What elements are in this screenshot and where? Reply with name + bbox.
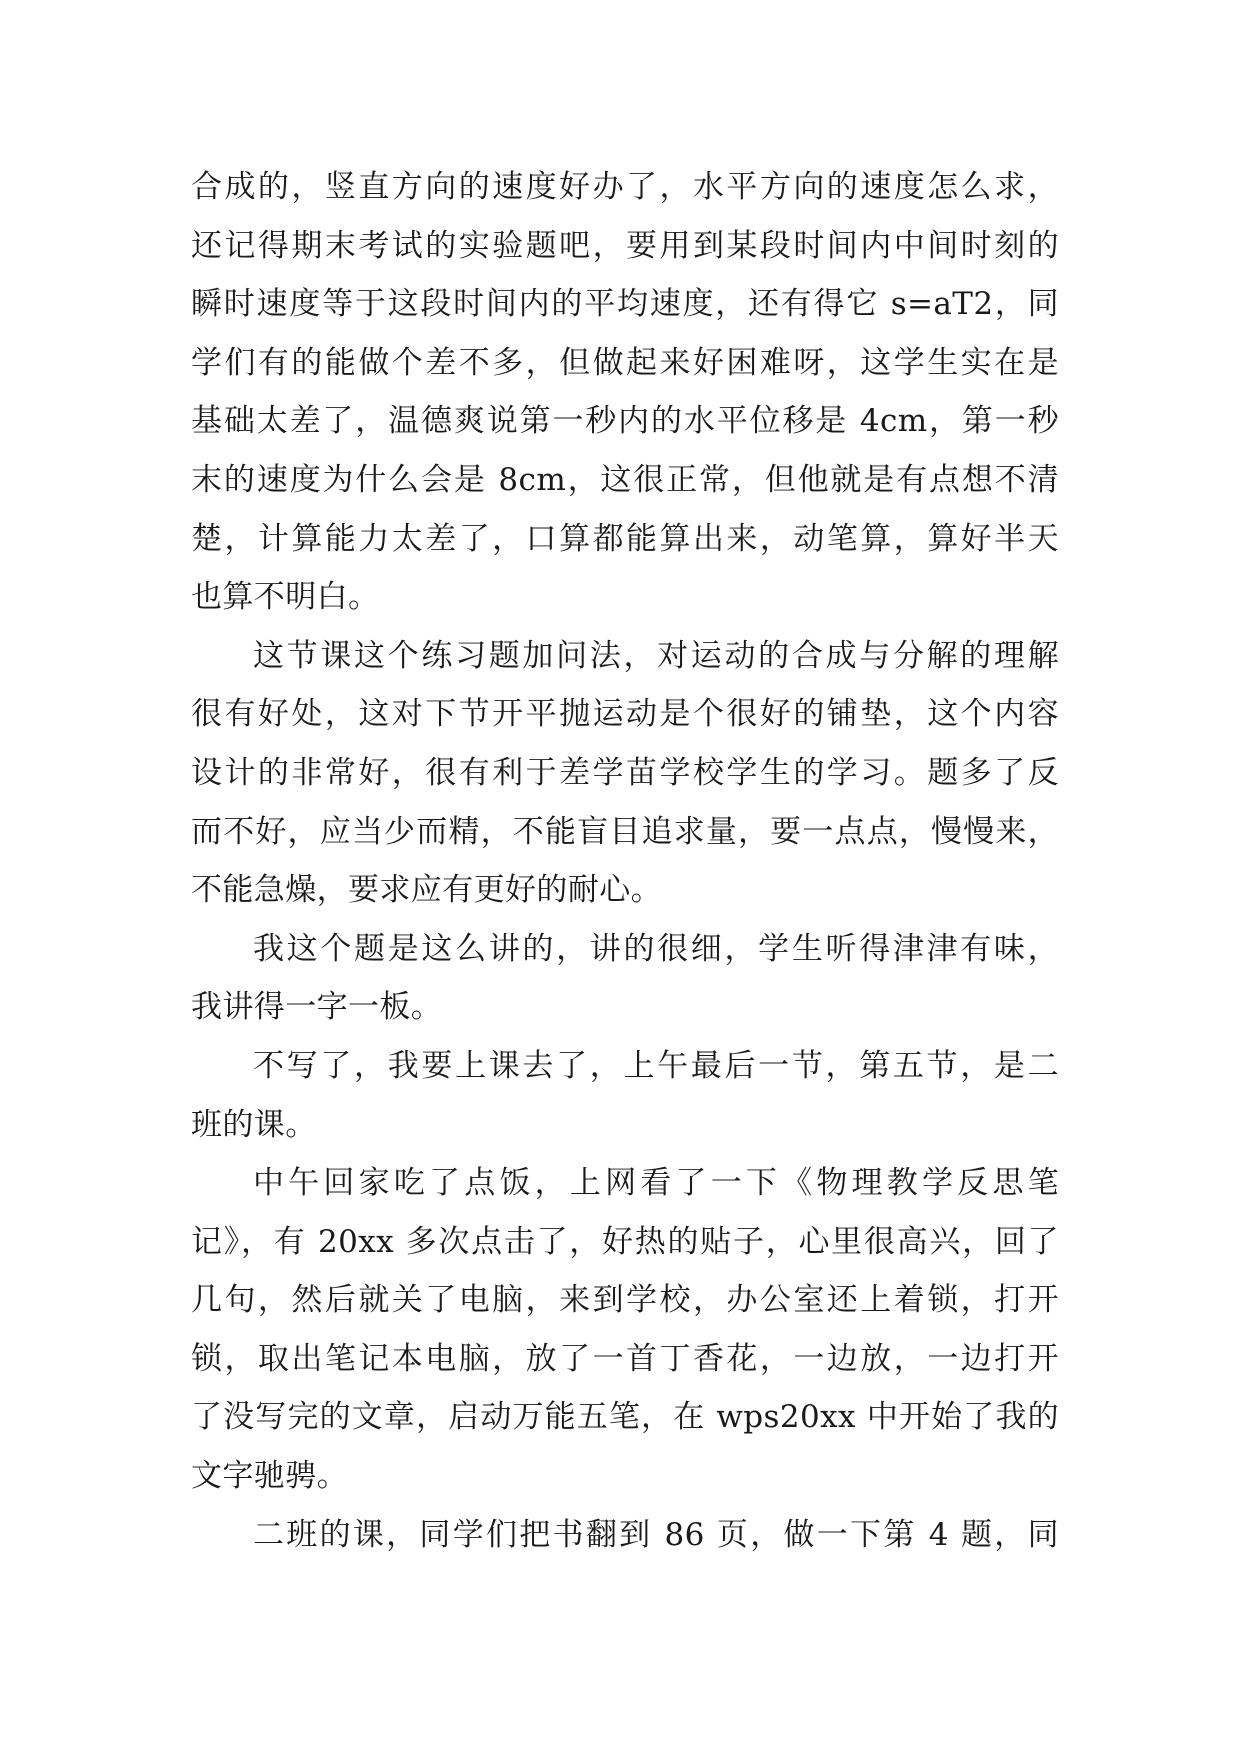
text-line: 还记得期末考试的实验题吧，要用到某段时间内中间时刻的 bbox=[191, 227, 1059, 264]
text-line: 了没写完的文章，启动万能五笔，在 wps20xx 中开始了我的 bbox=[191, 1399, 1059, 1436]
text-line: 我讲得一字一板。 bbox=[191, 989, 443, 1026]
text-line: 末的速度为什么会是 8cm，这很正常，但他就是有点想不清 bbox=[191, 461, 1059, 498]
text-line: 很有好处，这对下节开平抛运动是个很好的铺垫，这个内容 bbox=[191, 696, 1059, 733]
text-line: 也算不明白。 bbox=[191, 579, 380, 616]
text-line: 设计的非常好，很有利于差学苗学校学生的学习。题多了反 bbox=[191, 754, 1059, 791]
text-line: 不写了，我要上课去了，上午最后一节，第五节，是二 bbox=[253, 1047, 1059, 1084]
text-line: 学们有的能做个差不多，但做起来好困难呀，这学生实在是 bbox=[191, 344, 1059, 381]
text-line: 二班的课，同学们把书翻到 86 页，做一下第 4 题，同 bbox=[253, 1516, 1059, 1553]
text-line: 我这个题是这么讲的，讲的很细，学生听得津津有味， bbox=[253, 930, 1059, 967]
text-line: 楚，计算能力太差了，口算都能算出来，动笔算，算好半天 bbox=[191, 520, 1059, 557]
text-line: 文字驰骋。 bbox=[191, 1458, 348, 1495]
text-line: 几句，然后就关了电脑，来到学校，办公室还上着锁，打开 bbox=[191, 1282, 1059, 1319]
text-line: 中午回家吃了点饭，上网看了一下《物理教学反思笔 bbox=[253, 1165, 1059, 1202]
text-line: 瞬时速度等于这段时间内的平均速度，还有得它 s=aT2，同 bbox=[191, 286, 1059, 323]
text-line: 合成的，竖直方向的速度好办了，水平方向的速度怎么求， bbox=[191, 169, 1059, 205]
body-text bbox=[191, 158, 1059, 1564]
text-line: 记》，有 20xx 多次点击了，好热的贴子，心里很高兴，回了 bbox=[191, 1223, 1059, 1260]
text-line: 基础太差了，温德爽说第一秒内的水平位移是 4cm，第一秒 bbox=[191, 403, 1059, 440]
text-line: 班的课。 bbox=[191, 1106, 317, 1143]
text-line: 锁，取出笔记本电脑，放了一首丁香花，一边放，一边打开 bbox=[191, 1340, 1059, 1377]
text-line: 而不好，应当少而精，不能盲目追求量，要一点点，慢慢来， bbox=[191, 813, 1059, 850]
text-line: 不能急燥，要求应有更好的耐心。 bbox=[191, 872, 662, 909]
text-line: 这节课这个练习题加问法，对运动的合成与分解的理解 bbox=[253, 637, 1059, 674]
